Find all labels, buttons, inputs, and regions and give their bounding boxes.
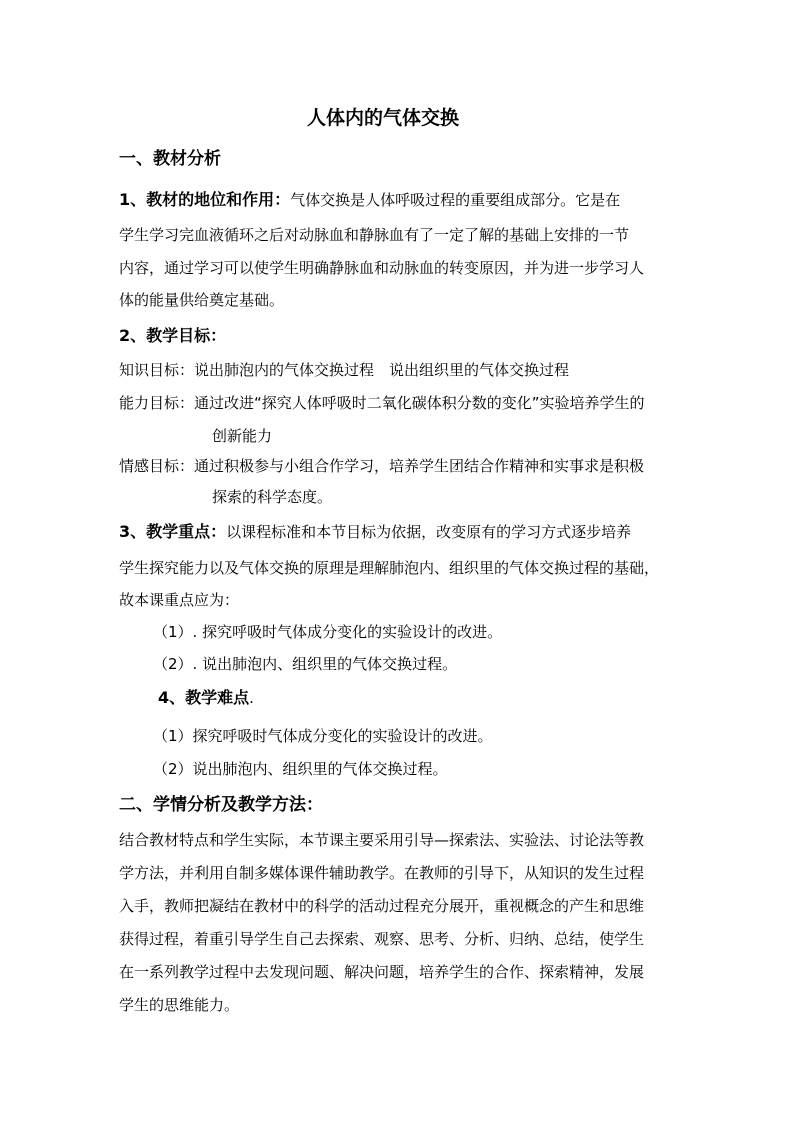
ability-objective-line-1: 能力目标：通过改进“探究人体呼吸时二氧化碳体积分数的变化”实验培养学生的 (119, 394, 645, 412)
methods-line-3: 入手，教师把凝结在教材中的科学的活动过程充分展开，重视概念的产生和思维 (119, 897, 645, 915)
key-points-text: 以课程标准和本节目标为依据，改变原有的学习方式逐步培养 (226, 523, 632, 541)
key-points-line-1 (119, 522, 631, 542)
objectives-heading: 2、教学目标： (119, 326, 227, 345)
methods-line-5: 在一系列教学过程中去发现问题、解决问题，培养学生的合作、探索精神，发展 (119, 963, 645, 981)
methods-line-1: 结合教材特点和学生实际，本节课主要采用引导—探索法、实验法、讨论法等教 (119, 831, 645, 849)
section-heading-learning-methods: 二、学情分析及教学方法： (119, 795, 323, 815)
difficulties-heading (158, 688, 254, 708)
emotion-objective-line-2: 探索的科学态度。 (212, 488, 333, 506)
ability-objective-line-2: 创新能力 (212, 427, 273, 445)
key-point-item-1: （1）. 探究呼吸时气体成分变化的实验设计的改进。 (153, 623, 503, 641)
key-points-line-2: 学生探究能力以及气体交换的原理是理解肺泡内、组织里的气体交换过程的基础， (119, 559, 660, 577)
paragraph-role-line-3: 内容，通过学习可以使学生明确静脉血和动脉血的转变原因，并为进一步学习人 (119, 259, 645, 277)
paragraph-role-line-2: 学生学习完血液循环之后对动脉血和静脉血有了一定了解的基础上安排的一节 (119, 226, 630, 244)
role-label: 1、教材的地位和作用： (119, 190, 291, 209)
emotion-objective-line-1: 情感目标：通过积极参与小组合作学习，培养学生团结合作精神和实事求是积极 (119, 457, 645, 475)
difficulty-item-1: （1）探究呼吸时气体成分变化的实验设计的改进。 (153, 727, 493, 745)
paragraph-role-line-4: 体的能量供给奠定基础。 (119, 291, 285, 309)
role-text: 气体交换是人体呼吸过程的重要组成部分。它是在 (290, 191, 621, 209)
methods-line-6: 学生的思维能力。 (119, 996, 240, 1014)
methods-line-4: 获得过程，着重引导学生自己去探索、观察、思考、分析、归纳、总结，使学生 (119, 930, 645, 948)
difficulties-label: 4、教学难点 (158, 688, 250, 707)
key-points-line-3: 故本课重点应为： (119, 591, 240, 609)
section-heading-textbook-analysis: 一、教材分析 (119, 149, 221, 169)
difficulty-item-2: （2）说出肺泡内、组织里的气体交换过程。 (153, 760, 448, 778)
paragraph-role-line-1 (119, 190, 620, 210)
knowledge-objective: 知识目标：说出肺泡内的气体交换过程 说出组织里的气体交换过程 (119, 361, 570, 379)
key-points-label: 3、教学重点： (119, 522, 227, 541)
difficulties-dot: . (249, 689, 254, 707)
methods-line-2: 学方法，并利用自制多媒体课件辅助教学。在教师的引导下，从知识的发生过程 (119, 864, 645, 882)
document-title: 人体内的气体交换 (307, 107, 460, 129)
key-point-item-2: （2）. 说出肺泡内、组织里的气体交换过程。 (153, 655, 458, 673)
